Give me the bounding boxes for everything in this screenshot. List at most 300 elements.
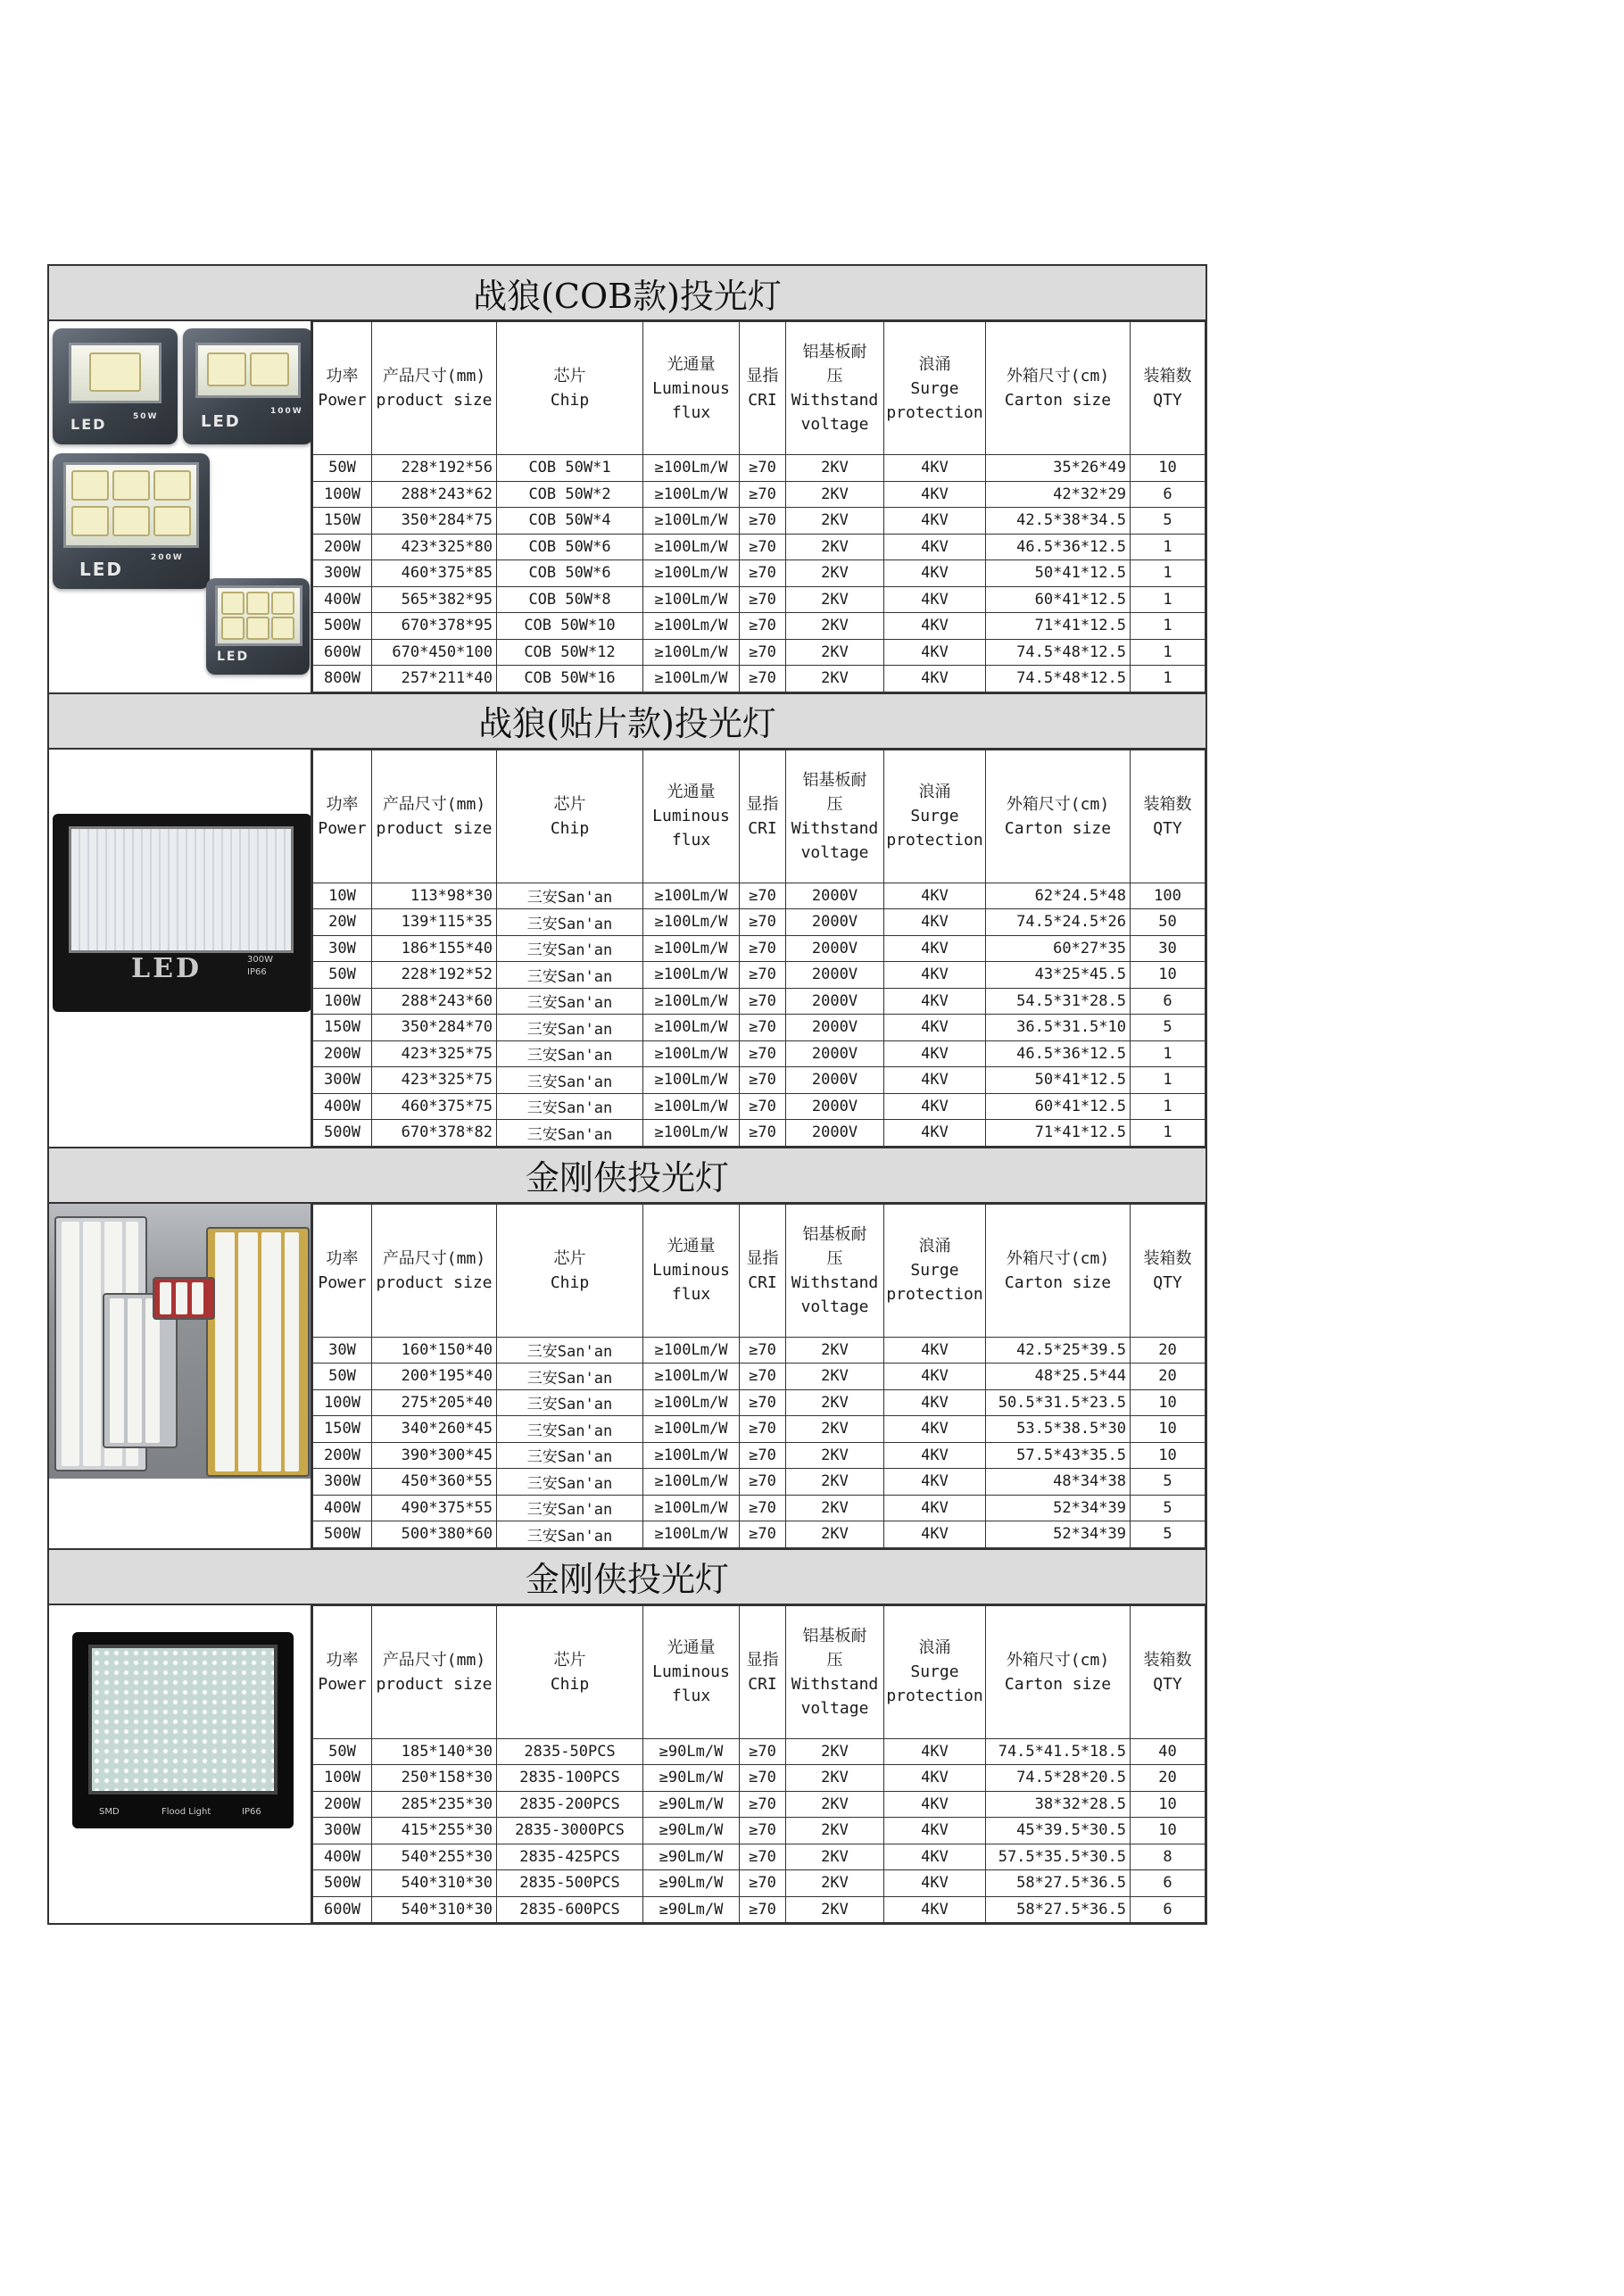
cell-surge: 4KV <box>884 586 986 613</box>
header-line: Carton size <box>1004 391 1112 410</box>
cell-surge: 4KV <box>884 935 986 962</box>
header-line: QTY <box>1153 818 1182 838</box>
cell-chip: 三安San'an <box>497 1469 643 1496</box>
cell-flux: ≥100Lm/W <box>643 1093 740 1120</box>
cell-flux: ≥100Lm/W <box>643 962 740 989</box>
spec-table <box>312 321 1206 692</box>
spec-table <box>312 1605 1206 1924</box>
cell-voltage: 2KV <box>786 1442 884 1469</box>
cell-flux: ≥100Lm/W <box>643 534 740 560</box>
table-row <box>313 909 1206 936</box>
cell-chip: COB 50W*4 <box>497 508 643 535</box>
cell-size: 200*195*40 <box>372 1364 497 1390</box>
cell-power: 100W <box>313 988 372 1015</box>
cell-chip: 三安San'an <box>497 1015 643 1041</box>
cell-chip: 三安San'an <box>497 988 643 1015</box>
cell-voltage: 2000V <box>786 1093 884 1120</box>
header-line: 装箱数 <box>1143 367 1192 385</box>
cell-cri: ≥70 <box>740 1120 786 1147</box>
cell-carton: 42*32*29 <box>986 481 1131 508</box>
cell-surge: 4KV <box>884 988 986 1015</box>
header-line: Carton size <box>1004 1272 1112 1292</box>
cell-flux: ≥100Lm/W <box>643 560 740 587</box>
cell-size: 540*255*30 <box>372 1844 497 1870</box>
spec-table <box>312 750 1206 1147</box>
product-photo <box>49 321 312 692</box>
cell-power: 300W <box>313 1818 372 1844</box>
cell-carton: 62*24.5*48 <box>986 883 1131 909</box>
cell-chip: 三安San'an <box>497 1442 643 1469</box>
product-section <box>47 1147 1207 1548</box>
cell-size: 185*140*30 <box>372 1738 497 1765</box>
cell-surge: 4KV <box>884 1469 986 1496</box>
cell-surge: 4KV <box>884 962 986 989</box>
cob-floodlight-photo-4: LED <box>206 578 310 675</box>
cell-carton: 57.5*35.5*30.5 <box>986 1844 1131 1870</box>
header-line: CRI <box>748 1674 777 1694</box>
header-row <box>313 322 1206 455</box>
cell-cri: ≥70 <box>740 1364 786 1390</box>
header-qty <box>1131 1204 1206 1337</box>
header-chip <box>497 1204 643 1337</box>
header-surge <box>884 1204 986 1337</box>
header-line: 芯片 <box>553 1248 586 1268</box>
cell-surge: 4KV <box>884 560 986 587</box>
cell-carton: 58*27.5*36.5 <box>986 1896 1131 1923</box>
cell-flux: ≥100Lm/W <box>643 481 740 508</box>
cell-flux: ≥100Lm/W <box>643 1416 740 1443</box>
table-row <box>313 1495 1206 1521</box>
header-line: 芯片 <box>553 367 586 385</box>
header-size <box>372 322 497 455</box>
header-line: 产品尺寸(mm) <box>382 1248 486 1268</box>
cell-qty: 1 <box>1131 1067 1206 1094</box>
cell-voltage: 2000V <box>786 935 884 962</box>
cell-voltage: 2KV <box>786 1469 884 1496</box>
cell-power: 50W <box>313 1738 372 1765</box>
cell-cri: ≥70 <box>740 1765 786 1792</box>
cell-carton: 74.5*48*12.5 <box>986 666 1131 692</box>
header-line: CRI <box>748 1272 777 1292</box>
table-row <box>313 560 1206 587</box>
table-row <box>313 1093 1206 1120</box>
header-line: CRI <box>748 818 777 838</box>
table-row <box>313 1120 1206 1147</box>
header-line: 外箱尺寸(cm) <box>1006 794 1110 814</box>
product-section <box>47 264 1207 692</box>
header-surge <box>884 1605 986 1738</box>
table-row <box>313 639 1206 666</box>
cell-size: 565*382*95 <box>372 586 497 613</box>
cell-surge: 4KV <box>884 1765 986 1792</box>
table-row <box>313 1389 1206 1416</box>
header-line: protection <box>886 1285 983 1304</box>
cell-qty: 5 <box>1131 1495 1206 1521</box>
header-line: 铝基板耐 <box>802 1224 867 1244</box>
cell-size: 350*284*75 <box>372 508 497 535</box>
header-cri <box>740 1204 786 1337</box>
table-row <box>313 1844 1206 1870</box>
header-carton <box>986 322 1131 455</box>
cell-flux: ≥100Lm/W <box>643 909 740 936</box>
cell-carton: 57.5*43*35.5 <box>986 1442 1131 1469</box>
cell-surge: 4KV <box>884 1738 986 1765</box>
table-row <box>313 586 1206 613</box>
header-flux <box>643 1204 740 1337</box>
cell-size: 415*255*30 <box>372 1818 497 1844</box>
cell-flux: ≥100Lm/W <box>643 1040 740 1067</box>
cell-carton: 52*34*39 <box>986 1495 1131 1521</box>
cell-voltage: 2KV <box>786 1791 884 1818</box>
cell-power: 50W <box>313 1364 372 1390</box>
header-line: 芯片 <box>553 794 586 814</box>
cell-surge: 4KV <box>884 1389 986 1416</box>
cell-flux: ≥100Lm/W <box>643 1364 740 1390</box>
spec-table <box>312 1204 1206 1548</box>
cell-qty: 1 <box>1131 639 1206 666</box>
cell-qty: 20 <box>1131 1364 1206 1390</box>
cell-carton: 54.5*31*28.5 <box>986 988 1131 1015</box>
header-line: Surge <box>910 1261 959 1280</box>
cell-voltage: 2KV <box>786 560 884 587</box>
header-line: 产品尺寸(mm) <box>382 1650 486 1670</box>
header-line: protection <box>886 402 983 422</box>
cell-chip: COB 50W*1 <box>497 455 643 482</box>
header-qty <box>1131 750 1206 883</box>
cell-cri: ≥70 <box>740 560 786 587</box>
product-photo <box>49 1605 312 1924</box>
cell-surge: 4KV <box>884 455 986 482</box>
cell-size: 350*284*70 <box>372 1015 497 1041</box>
cell-chip: COB 50W*6 <box>497 560 643 587</box>
cell-qty: 1 <box>1131 534 1206 560</box>
header-surge <box>884 750 986 883</box>
header-voltage <box>786 1204 884 1337</box>
cell-flux: ≥90Lm/W <box>643 1738 740 1765</box>
cell-surge: 4KV <box>884 639 986 666</box>
cell-carton: 74.5*24.5*26 <box>986 909 1131 936</box>
cell-size: 160*150*40 <box>372 1337 497 1364</box>
cell-voltage: 2KV <box>786 639 884 666</box>
header-line: Power <box>318 1674 367 1694</box>
cell-carton: 74.5*28*20.5 <box>986 1765 1131 1792</box>
header-line: flux <box>671 1687 711 1705</box>
cell-chip: 三安San'an <box>497 1120 643 1147</box>
cell-size: 186*155*40 <box>372 935 497 962</box>
header-line: Luminous <box>652 378 730 398</box>
header-carton <box>986 1204 1131 1337</box>
cell-power: 400W <box>313 1495 372 1521</box>
cell-cri: ≥70 <box>740 1818 786 1844</box>
cell-cri: ≥70 <box>740 1896 786 1923</box>
cell-carton: 74.5*41.5*18.5 <box>986 1738 1131 1765</box>
cell-qty: 1 <box>1131 666 1206 692</box>
led-grid-face <box>88 1645 278 1795</box>
cell-size: 340*260*45 <box>372 1416 497 1443</box>
table-row <box>313 1870 1206 1897</box>
cell-flux: ≥100Lm/W <box>643 1015 740 1041</box>
cell-size: 490*375*55 <box>372 1495 497 1521</box>
header-line: 功率 <box>326 1248 359 1268</box>
cell-cri: ≥70 <box>740 935 786 962</box>
cell-size: 113*98*30 <box>372 883 497 909</box>
header-line: QTY <box>1153 1272 1182 1292</box>
table-row <box>313 1040 1206 1067</box>
cell-surge: 4KV <box>884 1067 986 1094</box>
header-line: Luminous <box>652 1261 730 1280</box>
cell-power: 300W <box>313 1469 372 1496</box>
cell-cri: ≥70 <box>740 1521 786 1548</box>
cell-cri: ≥70 <box>740 1067 786 1094</box>
cell-flux: ≥100Lm/W <box>643 988 740 1015</box>
header-line: product size <box>376 818 493 838</box>
cell-qty: 100 <box>1131 883 1206 909</box>
header-voltage <box>786 322 884 455</box>
cell-power: 200W <box>313 1442 372 1469</box>
cell-surge: 4KV <box>884 666 986 692</box>
cell-chip: 2835-3000PCS <box>497 1818 643 1844</box>
header-carton <box>986 1605 1131 1738</box>
header-flux <box>643 1605 740 1738</box>
cell-flux: ≥90Lm/W <box>643 1765 740 1792</box>
table-row <box>313 1416 1206 1443</box>
cell-chip: 2835-425PCS <box>497 1844 643 1870</box>
cell-qty: 20 <box>1131 1337 1206 1364</box>
header-line: Withstand <box>791 1272 879 1292</box>
header-line: flux <box>671 402 711 422</box>
cell-power: 400W <box>313 586 372 613</box>
cell-flux: ≥100Lm/W <box>643 586 740 613</box>
cell-carton: 48*34*38 <box>986 1469 1131 1496</box>
cell-chip: COB 50W*6 <box>497 534 643 560</box>
cell-qty: 1 <box>1131 1120 1206 1147</box>
table-row <box>313 534 1206 560</box>
table-row <box>313 1738 1206 1765</box>
cell-cri: ≥70 <box>740 1389 786 1416</box>
cell-voltage: 2000V <box>786 1040 884 1067</box>
table-row <box>313 481 1206 508</box>
product-section <box>47 692 1207 1147</box>
header-surge <box>884 322 986 455</box>
cell-chip: 三安San'an <box>497 909 643 936</box>
cell-chip: 2835-100PCS <box>497 1765 643 1792</box>
cell-flux: ≥100Lm/W <box>643 1442 740 1469</box>
cell-carton: 50*41*12.5 <box>986 560 1131 587</box>
cell-size: 285*235*30 <box>372 1791 497 1818</box>
header-power <box>313 1605 372 1738</box>
cell-qty: 5 <box>1131 1015 1206 1041</box>
table-row <box>313 1015 1206 1041</box>
cell-power: 500W <box>313 1120 372 1147</box>
header-line: 显指 <box>746 1650 779 1670</box>
cell-cri: ≥70 <box>740 481 786 508</box>
cell-qty: 6 <box>1131 988 1206 1015</box>
cell-chip: 三安San'an <box>497 1093 643 1120</box>
cell-carton: 38*32*28.5 <box>986 1791 1131 1818</box>
cell-qty: 5 <box>1131 1469 1206 1496</box>
table-row <box>313 1818 1206 1844</box>
product-photo <box>49 750 312 1147</box>
cell-flux: ≥100Lm/W <box>643 639 740 666</box>
header-line: Chip <box>550 1272 590 1292</box>
cell-flux: ≥100Lm/W <box>643 1337 740 1364</box>
cell-flux: ≥90Lm/W <box>643 1844 740 1870</box>
smd-floodlight-photo: LED 300W IP66 <box>53 814 311 1012</box>
cell-cri: ≥70 <box>740 988 786 1015</box>
cell-voltage: 2KV <box>786 1521 884 1548</box>
cell-chip: 2835-500PCS <box>497 1870 643 1897</box>
table-row <box>313 883 1206 909</box>
header-line: 铝基板耐 <box>802 770 867 790</box>
cell-power: 50W <box>313 962 372 989</box>
cell-cri: ≥70 <box>740 1040 786 1067</box>
header-power <box>313 750 372 883</box>
cell-chip: COB 50W*2 <box>497 481 643 508</box>
header-line: voltage <box>800 842 869 862</box>
cell-power: 800W <box>313 666 372 692</box>
cell-qty: 1 <box>1131 560 1206 587</box>
cell-size: 423*325*80 <box>372 534 497 560</box>
cell-power: 200W <box>313 534 372 560</box>
cell-chip: 2835-600PCS <box>497 1896 643 1923</box>
cell-voltage: 2KV <box>786 508 884 535</box>
cell-carton: 42.5*38*34.5 <box>986 508 1131 535</box>
header-line: 功率 <box>326 367 359 385</box>
header-power <box>313 322 372 455</box>
cell-carton: 60*41*12.5 <box>986 1093 1131 1120</box>
cell-carton: 52*34*39 <box>986 1521 1131 1548</box>
header-size <box>372 1204 497 1337</box>
cell-qty: 5 <box>1131 508 1206 535</box>
cell-carton: 48*25.5*44 <box>986 1364 1131 1390</box>
cell-flux: ≥90Lm/W <box>643 1870 740 1897</box>
header-line: voltage <box>800 1297 869 1316</box>
header-line: 显指 <box>746 1248 779 1268</box>
cob-floodlight-photo-1: LED 50W <box>53 328 178 444</box>
header-line: 显指 <box>746 794 779 814</box>
header-cri <box>740 1605 786 1738</box>
header-line: 装箱数 <box>1143 1248 1192 1268</box>
cell-voltage: 2KV <box>786 1738 884 1765</box>
cell-cri: ≥70 <box>740 455 786 482</box>
cell-cri: ≥70 <box>740 666 786 692</box>
cell-qty: 1 <box>1131 613 1206 640</box>
table-row <box>313 935 1206 962</box>
product-photo <box>49 1204 312 1548</box>
header-line: 装箱数 <box>1143 1650 1192 1670</box>
cell-voltage: 2000V <box>786 1067 884 1094</box>
header-line: 浪涌 <box>918 1237 951 1256</box>
cell-qty: 6 <box>1131 481 1206 508</box>
cell-flux: ≥100Lm/W <box>643 1469 740 1496</box>
cell-carton: 71*41*12.5 <box>986 1120 1131 1147</box>
cell-power: 10W <box>313 883 372 909</box>
cell-surge: 4KV <box>884 1844 986 1870</box>
cell-cri: ≥70 <box>740 1791 786 1818</box>
cell-voltage: 2KV <box>786 1896 884 1923</box>
table-row <box>313 1791 1206 1818</box>
cell-chip: COB 50W*12 <box>497 639 643 666</box>
header-line: Chip <box>550 1674 590 1694</box>
cell-surge: 4KV <box>884 1040 986 1067</box>
cell-carton: 45*39.5*30.5 <box>986 1818 1131 1844</box>
cell-voltage: 2KV <box>786 613 884 640</box>
cell-qty: 1 <box>1131 1093 1206 1120</box>
cell-surge: 4KV <box>884 1870 986 1897</box>
cell-voltage: 2KV <box>786 534 884 560</box>
cell-power: 200W <box>313 1791 372 1818</box>
cell-size: 275*205*40 <box>372 1389 497 1416</box>
cell-voltage: 2000V <box>786 1120 884 1147</box>
cell-voltage: 2000V <box>786 962 884 989</box>
header-line: 产品尺寸(mm) <box>382 367 486 385</box>
header-flux <box>643 750 740 883</box>
table-row <box>313 508 1206 535</box>
header-chip <box>497 1605 643 1738</box>
table-row <box>313 1469 1206 1496</box>
header-line: 显指 <box>746 367 779 385</box>
cell-cri: ≥70 <box>740 1416 786 1443</box>
cell-cri: ≥70 <box>740 1093 786 1120</box>
cell-power: 100W <box>313 1765 372 1792</box>
cell-size: 288*243*60 <box>372 988 497 1015</box>
cell-cri: ≥70 <box>740 1738 786 1765</box>
cell-surge: 4KV <box>884 1364 986 1390</box>
header-line: 光通量 <box>667 783 716 801</box>
cell-size: 460*375*85 <box>372 560 497 587</box>
cell-voltage: 2KV <box>786 1495 884 1521</box>
cell-voltage: 2000V <box>786 909 884 936</box>
cell-carton: 58*27.5*36.5 <box>986 1870 1131 1897</box>
header-line: 压 <box>826 367 843 385</box>
cell-voltage: 2000V <box>786 988 884 1015</box>
cell-carton: 50*41*12.5 <box>986 1067 1131 1094</box>
header-line: Carton size <box>1004 818 1112 838</box>
cell-power: 50W <box>313 455 372 482</box>
cell-flux: ≥100Lm/W <box>643 613 740 640</box>
cell-carton: 60*41*12.5 <box>986 586 1131 613</box>
header-line: Power <box>318 818 367 838</box>
cell-carton: 74.5*48*12.5 <box>986 639 1131 666</box>
header-line: 铝基板耐 <box>802 1626 867 1645</box>
header-line: CRI <box>748 391 777 410</box>
cell-power: 150W <box>313 508 372 535</box>
cell-surge: 4KV <box>884 1015 986 1041</box>
cell-size: 540*310*30 <box>372 1896 497 1923</box>
cell-size: 460*375*75 <box>372 1093 497 1120</box>
header-line: protection <box>886 1687 983 1705</box>
cell-power: 400W <box>313 1844 372 1870</box>
cell-power: 500W <box>313 613 372 640</box>
table-row <box>313 1442 1206 1469</box>
header-line: 外箱尺寸(cm) <box>1006 1248 1110 1268</box>
header-row <box>313 1605 1206 1738</box>
cell-flux: ≥100Lm/W <box>643 1389 740 1416</box>
cell-voltage: 2KV <box>786 1844 884 1870</box>
header-voltage <box>786 1605 884 1738</box>
header-line: product size <box>376 391 493 410</box>
cell-power: 150W <box>313 1416 372 1443</box>
header-line: flux <box>671 1285 711 1304</box>
cell-qty: 40 <box>1131 1738 1206 1765</box>
header-voltage <box>786 750 884 883</box>
cell-surge: 4KV <box>884 1093 986 1120</box>
cell-qty: 10 <box>1131 1389 1206 1416</box>
header-carton <box>986 750 1131 883</box>
cell-voltage: 2KV <box>786 1818 884 1844</box>
header-size <box>372 750 497 883</box>
cob-floodlight-photo-3: LED 200W <box>53 453 210 589</box>
